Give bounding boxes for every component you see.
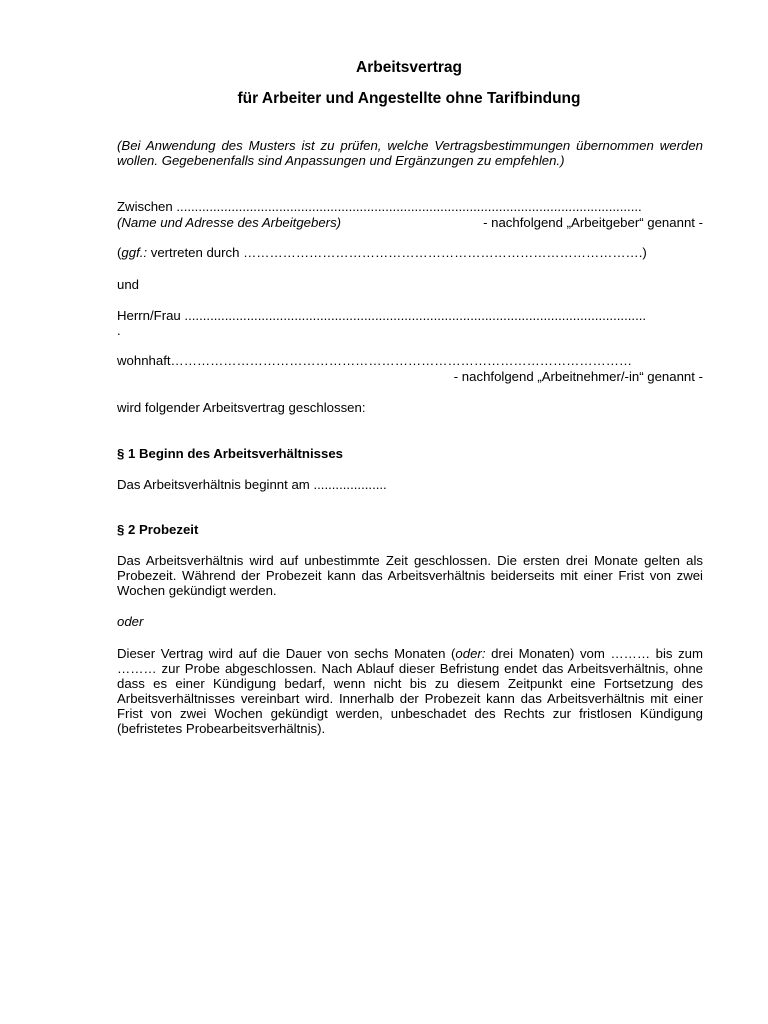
- usage-note: (Bei Anwendung des Musters ist zu prüfen, welche Vertragsbestimmungen übernommen werden wollen. Gegebenenfalls sind Anpassungen und Ergänzungen zu empfehlen.): [117, 138, 703, 168]
- section-2-paragraph-1: Das Arbeitsverhältnis wird auf unbestimmte Zeit geschlossen. Die ersten drei Monate gelten als Probezeit. Während der Probezeit kann das Arbeitsverhältnis beiderseits mit einer Frist von zwei Wochen gekündigt werden.: [117, 553, 703, 598]
- employee-name-line: Herrn/Frau ..............................................................................................................................: [117, 308, 647, 323]
- conclusion-line: wird folgender Arbeitsvertrag geschlossen:: [117, 400, 366, 415]
- para2-oder: oder:: [455, 646, 486, 661]
- represented-ggf: ggf.:: [121, 245, 148, 260]
- represented-line: [117, 245, 703, 260]
- section-2-oder: oder: [117, 614, 144, 629]
- section-2-paragraph-2: [117, 646, 703, 736]
- section-1-heading: § 1 Beginn des Arbeitsverhältnisses: [117, 446, 343, 461]
- represented-prefix: (: [117, 245, 122, 260]
- between-line: Zwischen ...............................................................................................................................: [117, 199, 642, 214]
- section-1-text: Das Arbeitsverhältnis beginnt am ....................: [117, 477, 387, 492]
- para2-start: Dieser Vertrag wird auf die Dauer von sechs Monaten (: [117, 646, 456, 661]
- employer-alias: - nachfolgend „Arbeitgeber“ genannt -: [483, 215, 703, 230]
- document-title: Arbeitsvertrag: [356, 59, 462, 76]
- para2-rest: drei Monaten) vom ……… bis zum ……… zur Probe abgeschlossen. Nach Ablauf dieser Befristung endet das Arbeitsverhältnis, ohne dass es einer Kündigung bedarf, wenn nicht bis zu diesem Zeitpunkt eine Fortsetzung des Arbeitsverhältnisses vereinbart wird. Innerhalb der Probezeit kann das Arbeitsverhältnis mit einer Frist von zwei Wochen gekündigt werden, unbeschadet des Rechts zur fristlosen Kündigung (befristetes Probearbeitsverhältnis).: [117, 646, 703, 736]
- employee-alias: - nachfolgend „Arbeitnehmer/-in“ genannt -: [453, 369, 703, 384]
- employer-label: (Name und Adresse des Arbeitgebers): [117, 215, 342, 230]
- section-2-heading: § 2 Probezeit: [117, 522, 199, 537]
- residence-line: wohnhaft……………………………………………………………………………………………: [117, 353, 633, 368]
- and-line: und: [117, 277, 140, 292]
- document-subtitle: für Arbeiter und Angestellte ohne Tarifbindung: [237, 90, 581, 107]
- employee-name-line-continuation: .: [117, 323, 121, 338]
- represented-rest: vertreten durch ……………………………………………………………………………….): [147, 245, 647, 260]
